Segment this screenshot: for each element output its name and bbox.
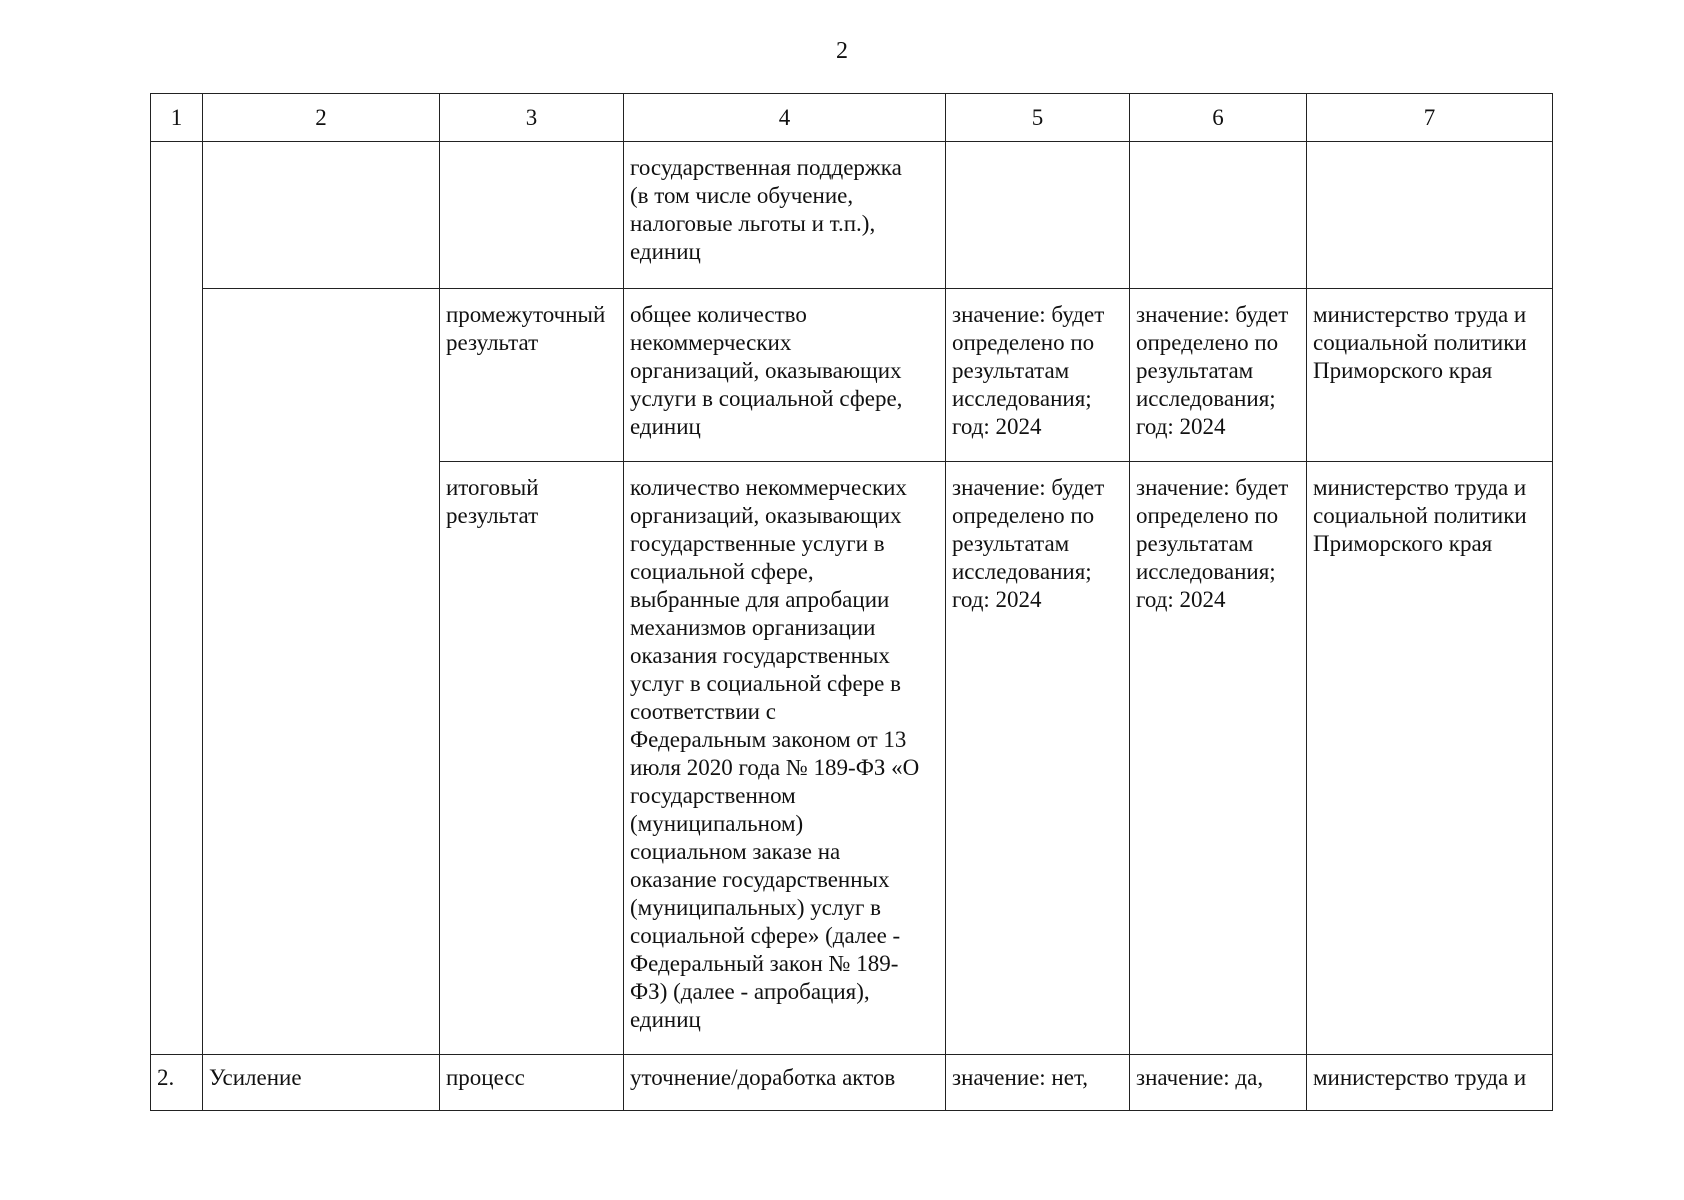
page-number: 2 [836, 38, 848, 64]
task-cell: Усиление [203, 1055, 440, 1111]
indicator-cell: уточнение/доработка актов [624, 1055, 946, 1111]
column-header-6: 6 [1130, 94, 1307, 142]
result-type-cell: промежуточный результат [440, 289, 624, 462]
responsible-cell: министерство труда и социальной политики Приморского края [1307, 289, 1553, 462]
indicator-cell: государственная поддержка (в том числе обучение, налоговые льготы и т.п.), единиц [624, 142, 946, 289]
column-header-3: 3 [440, 94, 624, 142]
result-type-cell: процесс [440, 1055, 624, 1111]
table-row [151, 289, 1553, 462]
target-value-cell: значение: будет определено по результатам исследования; год: 2024 [1130, 462, 1307, 1055]
target-value-cell: значение: да, [1130, 1055, 1307, 1111]
baseline-value-cell: значение: будет определено по результатам исследования; год: 2024 [946, 462, 1130, 1055]
result-type-cell [440, 142, 624, 289]
baseline-value-cell [946, 142, 1130, 289]
row-number-cell [151, 142, 203, 1055]
column-header-7: 7 [1307, 94, 1553, 142]
indicators-table [150, 93, 1553, 1111]
target-value-cell [1130, 142, 1307, 289]
column-header-4: 4 [624, 94, 946, 142]
table-header-row [151, 94, 1553, 142]
task-cell [203, 142, 440, 289]
column-header-2: 2 [203, 94, 440, 142]
responsible-cell: министерство труда и [1307, 1055, 1553, 1111]
table-row [151, 142, 1553, 289]
task-cell [203, 289, 440, 1055]
column-header-5: 5 [946, 94, 1130, 142]
result-type-cell: итоговый результат [440, 462, 624, 1055]
column-header-1: 1 [151, 94, 203, 142]
responsible-cell: министерство труда и социальной политики Приморского края [1307, 462, 1553, 1055]
row-number-cell: 2. [151, 1055, 203, 1111]
table-row [151, 1055, 1553, 1111]
indicator-cell: количество некоммерческих организаций, оказывающих государственные услуги в социальной сфере, выбранные для апробации механизмов организации оказания государственных услуг в социальной сфере в соответствии с Федеральным законом от 13 июля 2020 года № 189-ФЗ «О государственном (муниципальном) социальном заказе на оказание государственных (муниципальных) услуг в социальной сфере» (далее - Федеральный закон № 189- ФЗ) (далее - апробация), единиц [624, 462, 946, 1055]
baseline-value-cell: значение: будет определено по результатам исследования; год: 2024 [946, 289, 1130, 462]
responsible-cell [1307, 142, 1553, 289]
indicator-cell: общее количество некоммерческих организаций, оказывающих услуги в социальной сфере, единиц [624, 289, 946, 462]
target-value-cell: значение: будет определено по результатам исследования; год: 2024 [1130, 289, 1307, 462]
baseline-value-cell: значение: нет, [946, 1055, 1130, 1111]
